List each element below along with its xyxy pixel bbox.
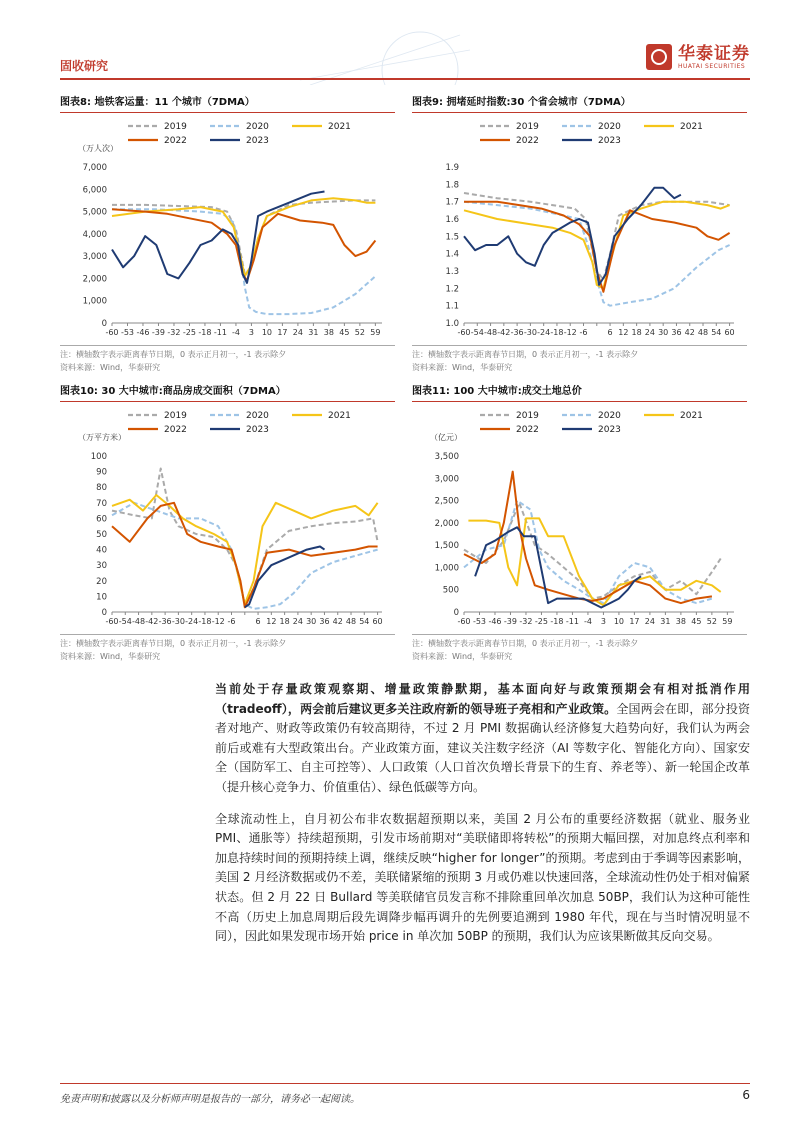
- x-tick-label: -60: [457, 328, 471, 337]
- x-tick-label: -53: [120, 328, 135, 337]
- legend-label: 2023: [598, 425, 621, 435]
- header-rule: [60, 78, 750, 80]
- series-line-2021: [112, 495, 378, 604]
- legend-label: 2020: [598, 411, 621, 421]
- y-tick-label: 1.9: [445, 163, 459, 173]
- chart-c11: [412, 402, 747, 634]
- legend-label: 2020: [598, 122, 621, 132]
- x-tick-label: 31: [660, 617, 671, 626]
- legend-label: 2019: [164, 122, 187, 132]
- x-tick-label: 12: [266, 617, 277, 626]
- y-tick-label: 60: [96, 514, 107, 525]
- x-tick-label: 36: [319, 617, 330, 626]
- logo-name-en: HUATAI SECURITIES: [678, 62, 746, 70]
- legend-label: 2019: [164, 411, 187, 421]
- figure-note: 注：横轴数字表示距离春节日期，0 表示正月初一，-1 表示除夕: [412, 634, 747, 650]
- brand-logo: [646, 44, 750, 70]
- x-tick-label: 3: [248, 328, 254, 337]
- x-tick-label: -60: [457, 617, 471, 626]
- y-tick-label: 1,500: [434, 541, 459, 552]
- x-tick-label: -48: [132, 617, 146, 626]
- figure-source: 资料来源：Wind，华泰研究: [60, 652, 161, 661]
- y-tick-label: 1,000: [434, 563, 459, 574]
- x-tick-label: 52: [354, 328, 365, 337]
- x-tick-label: -54: [470, 328, 484, 337]
- y-tick-label: 500: [442, 585, 459, 596]
- figure-10: [60, 383, 395, 663]
- x-tick-label: -4: [231, 328, 240, 337]
- x-tick-label: 60: [372, 617, 383, 626]
- figure-note: 注：横轴数字表示距离春节日期，0 表示正月初一，-1 表示除夕: [60, 634, 395, 650]
- figure-source: 资料来源：Wind，华泰研究: [412, 363, 513, 372]
- x-tick-label: -18: [198, 617, 212, 626]
- x-tick-label: 3: [600, 617, 606, 626]
- unit-label: （万人次）: [78, 144, 118, 153]
- y-tick-label: 0: [101, 608, 107, 618]
- y-tick-label: 1.3: [445, 267, 459, 277]
- figure-title: 图表11: 100 大中城市:成交土地总价: [412, 383, 747, 402]
- x-tick-label: -46: [488, 617, 502, 626]
- figure-note: 注：横轴数字表示距离春节日期，0 表示正月初一，-1 表示除夕: [412, 345, 747, 361]
- x-tick-label: 48: [345, 617, 357, 626]
- figure-source: 资料来源：Wind，华泰研究: [60, 363, 161, 372]
- figure-11: [412, 383, 747, 663]
- x-tick-label: -30: [171, 617, 185, 626]
- x-tick-label: -6: [579, 328, 588, 337]
- x-tick-label: 38: [675, 617, 686, 626]
- figure-9: [412, 94, 747, 374]
- y-tick-label: 50: [96, 530, 107, 540]
- legend-label: 2020: [246, 122, 269, 132]
- y-tick-label: 3,000: [82, 252, 107, 263]
- y-tick-label: 1.2: [445, 284, 459, 295]
- logo-name: 华泰证券: [678, 43, 750, 64]
- y-tick-label: 10: [96, 592, 107, 603]
- x-tick-label: -42: [145, 617, 159, 626]
- y-tick-label: 3,500: [434, 452, 459, 462]
- figure-title: 图表10: 30 大中城市:商品房成交面积（7DMA）: [60, 383, 395, 402]
- x-tick-label: 48: [697, 328, 709, 337]
- series-line-2021: [468, 518, 720, 605]
- figure-title: 图表8: 地铁客运量：11 个城市（7DMA）: [60, 94, 395, 113]
- x-tick-label: -42: [497, 328, 511, 337]
- y-tick-label: 3,000: [434, 474, 459, 485]
- y-tick-label: 1.4: [445, 249, 459, 260]
- x-tick-label: -60: [105, 328, 119, 337]
- y-tick-label: 20: [96, 576, 107, 587]
- legend-label: 2021: [680, 122, 703, 132]
- paragraph-1-body: 全国两会在即，部分投资者对地产、财政等政策仍有较高期待，不过 2 月 PMI 数据确认经济修复大趋势向好，我们认为两会前后或难有大型政策出台。产业政策方面，建议关注数字经济（AI 等数字化、智能化方向）、国家安全（国防军工、自主可控等）、人口政策（人口首次负增长背景下的生育、养老等）、新一轮国企改革（提升核心竞争力、价值重估）、绿色低碳等方向。: [215, 701, 750, 794]
- x-tick-label: 31: [308, 328, 319, 337]
- chart-c10: [60, 402, 395, 634]
- series-line-2020: [112, 209, 375, 314]
- series-line-2019: [464, 503, 721, 599]
- x-tick-label: 45: [691, 617, 702, 626]
- x-tick-label: -60: [105, 617, 119, 626]
- y-tick-label: 1.0: [445, 319, 459, 329]
- x-tick-label: -36: [158, 617, 172, 626]
- x-tick-label: 36: [671, 328, 682, 337]
- x-tick-label: 12: [618, 328, 629, 337]
- x-tick-label: 38: [323, 328, 334, 337]
- y-tick-label: 1.5: [445, 232, 459, 243]
- body-text: [215, 680, 750, 959]
- y-tick-label: 70: [96, 498, 107, 509]
- x-tick-label: 60: [724, 328, 735, 337]
- x-tick-label: 54: [711, 328, 722, 337]
- x-tick-label: 18: [279, 617, 290, 626]
- page-number: 6: [742, 1088, 750, 1102]
- y-tick-label: 0: [101, 319, 107, 329]
- x-tick-label: 17: [629, 617, 640, 626]
- x-tick-label: -12: [211, 617, 225, 626]
- y-tick-label: 40: [96, 545, 107, 556]
- x-tick-label: -32: [167, 328, 181, 337]
- x-tick-label: -53: [472, 617, 487, 626]
- paragraph-1-lead: 当前处于存量政策观察期、增量政策静默期，基本面向好与政策预期会有相对抵消作用（tradeoff），两会前后建议更多关注政府新的领导班子亮相和产业政策。: [215, 682, 750, 716]
- x-tick-label: 30: [306, 617, 317, 626]
- page-header: [60, 43, 750, 74]
- chart-c9: [412, 113, 747, 345]
- x-tick-label: -11: [213, 328, 227, 337]
- x-tick-label: 52: [706, 617, 717, 626]
- x-tick-label: -48: [484, 328, 498, 337]
- y-tick-label: 100: [90, 452, 107, 462]
- figure-title: 图表9: 拥堵延时指数:30 个省会城市（7DMA）: [412, 94, 747, 113]
- x-tick-label: 42: [684, 328, 695, 337]
- y-tick-label: 1.1: [445, 301, 459, 312]
- x-tick-label: 30: [658, 328, 669, 337]
- y-tick-label: 2,000: [434, 518, 459, 529]
- x-tick-label: 45: [339, 328, 350, 337]
- y-tick-label: 5,000: [82, 207, 107, 218]
- x-tick-label: 24: [292, 617, 303, 626]
- x-tick-label: 59: [722, 617, 733, 626]
- series-line-2020: [464, 501, 712, 603]
- y-tick-label: 4,000: [82, 229, 107, 240]
- figure-note: 注：横轴数字表示距离春节日期，0 表示正月初一，-1 表示除夕: [60, 345, 395, 361]
- legend-label: 2022: [516, 136, 539, 146]
- x-tick-label: 54: [359, 617, 370, 626]
- x-tick-label: -11: [565, 617, 579, 626]
- paragraph-2: 全球流动性上，自月初公布非农数据超预期以来，美国 2 月公布的重要经济数据（就业、服务业 PMI、通胀等）持续超预期，引发市场前期对“美联储即将转松”的预期大幅回摆，对加息终点利率和加息持续时间的预期持续上调，继续反映“higher for longer”的预期。考虑到由于季调等因素影响，美国 2 月经济数据或仍不差，美联储紧缩的预期 3 月或仍难以快速回落，全球流动性仍处于相对偏紧状态。但 2 月 22 日 Bullard 等美联储官员发言称不排除重回单次加息 50BP，我们认为这种可能性不高（历史上加息周期后段先调降步幅再调升的先例要追溯到 1980 年代，现在与当时情况明显不同），因此如果发现市场开始 price in 单次加 50BP 的预期，我们认为应该果断做其反向交易。: [215, 811, 750, 944]
- legend-label: 2023: [246, 425, 269, 435]
- series-line-2020: [464, 202, 730, 306]
- x-tick-label: 24: [644, 617, 655, 626]
- x-tick-label: -12: [563, 328, 577, 337]
- legend-label: 2021: [680, 411, 703, 421]
- paragraph-1: [215, 680, 750, 798]
- x-tick-label: -46: [136, 328, 150, 337]
- x-tick-label: 59: [370, 328, 381, 337]
- x-tick-label: -39: [503, 617, 518, 626]
- x-tick-label: -54: [118, 617, 132, 626]
- x-tick-label: -6: [227, 617, 236, 626]
- y-tick-label: 1.6: [445, 215, 459, 225]
- y-tick-label: 7,000: [82, 163, 107, 173]
- legend-label: 2019: [516, 122, 539, 132]
- y-tick-label: 30: [96, 561, 107, 572]
- x-tick-label: -4: [583, 617, 592, 626]
- legend-label: 2021: [328, 122, 351, 132]
- series-line-2019: [112, 469, 378, 605]
- legend-label: 2023: [598, 136, 621, 146]
- x-tick-label: 6: [255, 617, 261, 626]
- legend-label: 2023: [246, 136, 269, 146]
- x-tick-label: -18: [550, 328, 564, 337]
- x-tick-label: 6: [607, 328, 613, 337]
- x-tick-label: 10: [261, 328, 273, 337]
- legend-label: 2022: [164, 136, 187, 146]
- x-tick-label: -18: [198, 328, 212, 337]
- unit-label: （亿元）: [430, 433, 462, 442]
- figure-8: [60, 94, 395, 374]
- legend-label: 2022: [164, 425, 187, 435]
- x-tick-label: -25: [534, 617, 548, 626]
- y-tick-label: 1,000: [82, 296, 107, 307]
- logo-icon: [646, 44, 672, 70]
- x-tick-label: 17: [277, 328, 288, 337]
- y-tick-label: 1.7: [445, 197, 459, 208]
- x-tick-label: 24: [292, 328, 303, 337]
- section-label: 固收研究: [60, 59, 109, 73]
- x-tick-label: 24: [644, 328, 655, 337]
- y-tick-label: 2,000: [82, 274, 107, 285]
- x-tick-label: -18: [550, 617, 564, 626]
- x-tick-label: -32: [519, 617, 533, 626]
- y-tick-label: 2,500: [434, 496, 459, 507]
- y-tick-label: 0: [453, 608, 459, 618]
- legend-label: 2022: [516, 425, 539, 435]
- x-tick-label: -25: [182, 328, 196, 337]
- y-tick-label: 6,000: [82, 185, 107, 196]
- x-tick-label: -30: [523, 328, 537, 337]
- legend-label: 2019: [516, 411, 539, 421]
- y-tick-label: 80: [96, 483, 107, 494]
- x-tick-label: -39: [151, 328, 166, 337]
- y-tick-label: 90: [96, 467, 107, 478]
- x-tick-label: 10: [613, 617, 625, 626]
- x-tick-label: 42: [332, 617, 343, 626]
- y-tick-label: 1.8: [445, 180, 459, 191]
- chart-c8: [60, 113, 395, 345]
- legend-label: 2021: [328, 411, 351, 421]
- footer-disclaimer: 免责声明和披露以及分析师声明是报告的一部分，请务必一起阅读。: [60, 1094, 360, 1105]
- x-tick-label: -36: [510, 328, 524, 337]
- unit-label: （万平方米）: [78, 433, 126, 442]
- x-tick-label: -24: [537, 328, 551, 337]
- footer-rule: [60, 1083, 750, 1084]
- x-tick-label: -24: [185, 617, 199, 626]
- figure-source: 资料来源：Wind，华泰研究: [412, 652, 513, 661]
- x-tick-label: 18: [631, 328, 642, 337]
- legend-label: 2020: [246, 411, 269, 421]
